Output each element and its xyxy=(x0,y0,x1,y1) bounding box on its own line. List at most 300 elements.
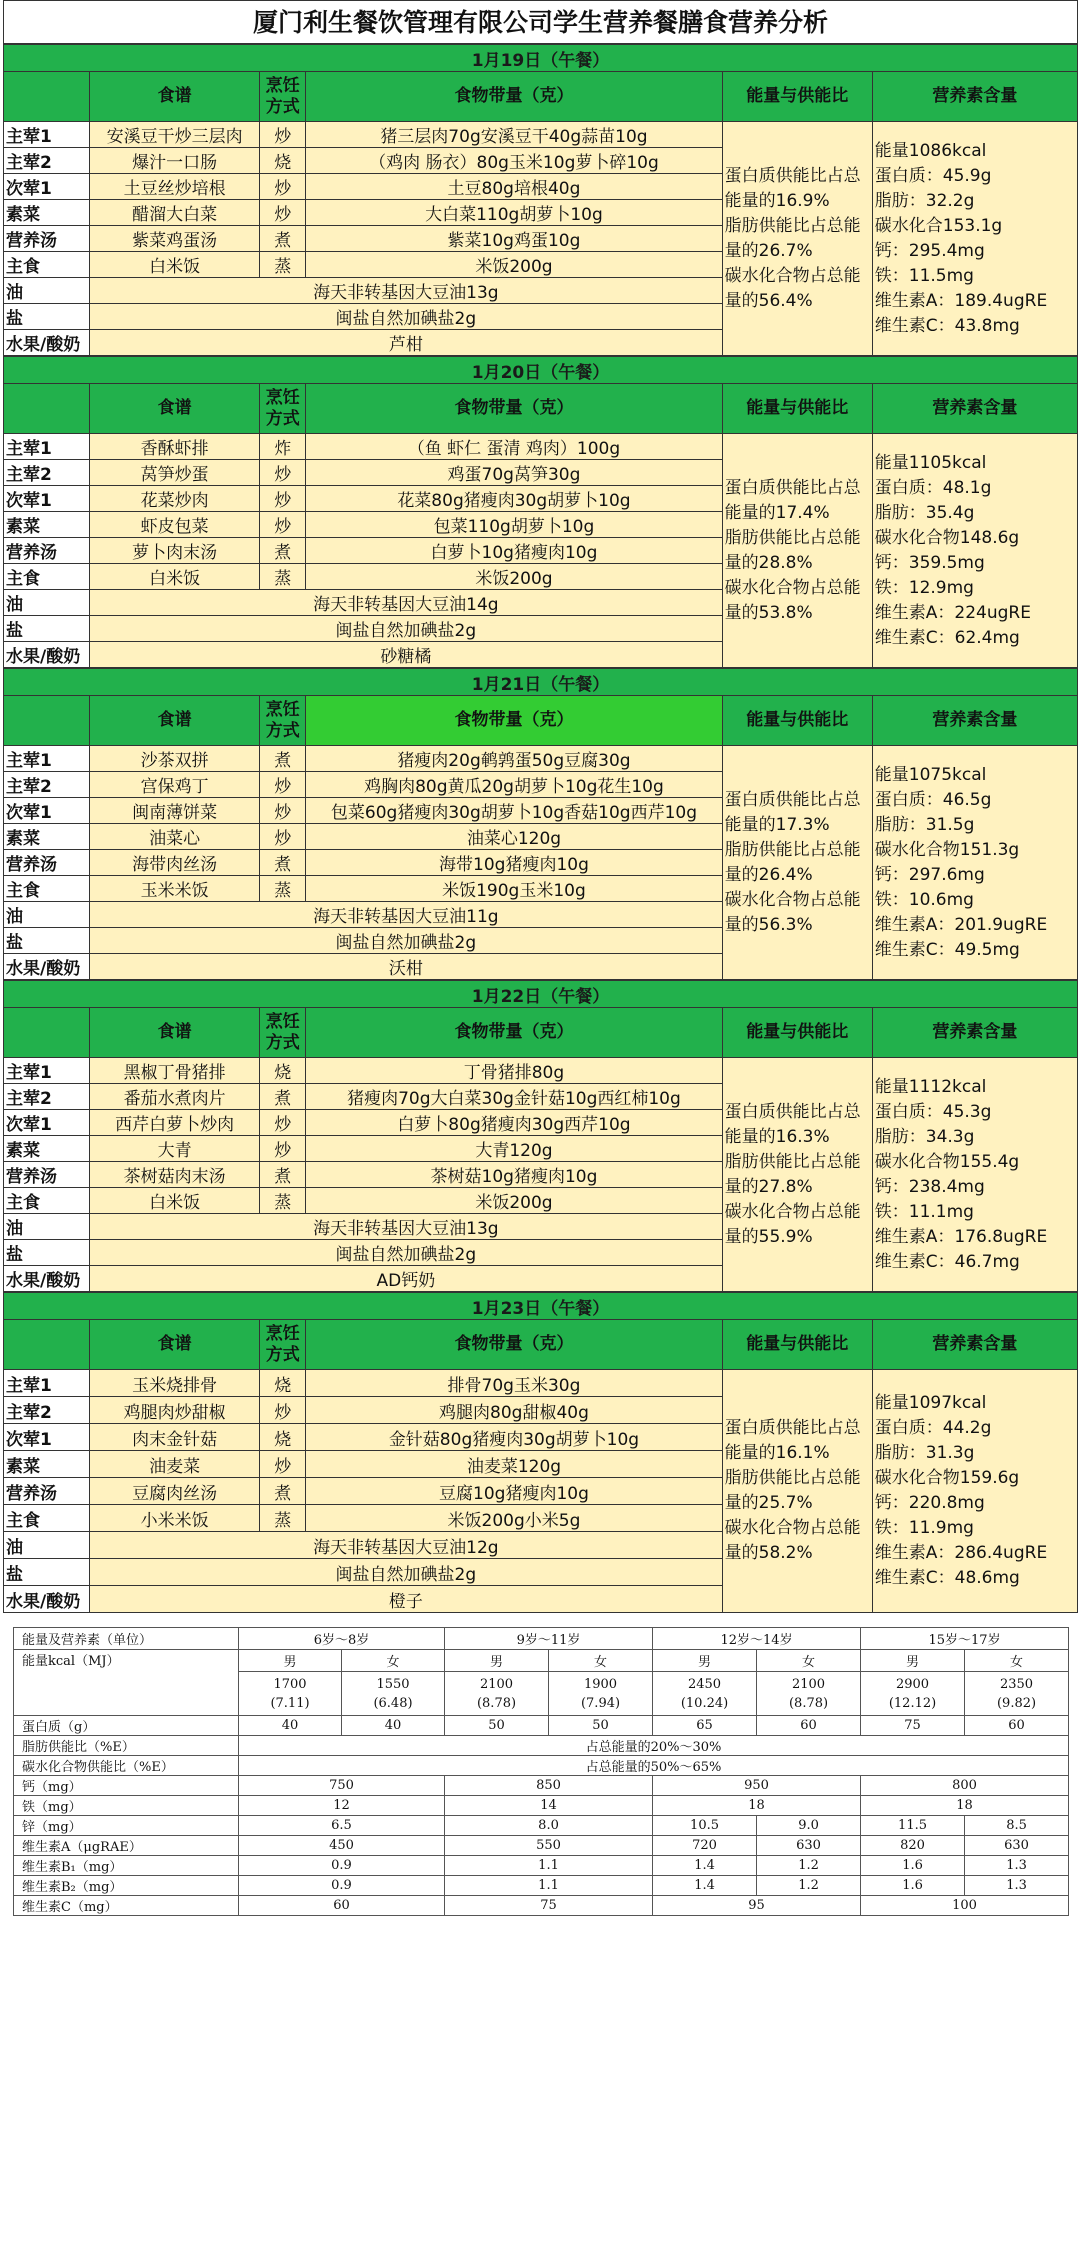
energy-ratio-line: 能量的16.9% xyxy=(724,190,830,211)
nutrient-line: 维生素C：43.8mg xyxy=(874,315,1020,336)
cooking-method: 炒 xyxy=(260,486,306,512)
energy-ratio-line: 能量的16.3% xyxy=(724,1126,830,1147)
nutrient-line: 铁：11.5mg xyxy=(874,265,974,286)
energy-ratio-line: 量的28.8% xyxy=(724,552,813,573)
dish-category: 主荤1 xyxy=(4,1370,90,1397)
energy-ratio-line: 能量的16.1% xyxy=(724,1443,830,1463)
nutrient-line: 铁：11.9mg xyxy=(874,1518,974,1538)
std-energy-value xyxy=(342,1672,445,1716)
std-vb2-label: 维生素B₂（mg） xyxy=(14,1876,239,1896)
std-zinc-value: 8.5 xyxy=(965,1816,1069,1836)
page-title: 厦门利生餐饮管理有限公司学生营养餐膳食营养分析 xyxy=(3,0,1078,44)
energy-ratio-line: 量的25.7% xyxy=(724,1493,813,1513)
cooking-method: 炒 xyxy=(260,824,306,850)
header-ingredients: 食物带量（克） xyxy=(306,1320,722,1370)
energy-mj: (8.78) xyxy=(476,1695,517,1711)
std-zinc-value: 10.5 xyxy=(653,1816,757,1836)
dish-name: 沙茶双拼 xyxy=(90,746,260,772)
dish-name: 莴笋炒蛋 xyxy=(90,460,260,486)
dish-ingredients: （鸡肉 肠衣）80g玉米10g萝卜碎10g xyxy=(306,148,722,174)
energy-ratio-line: 碳水化合物占总能 xyxy=(724,265,861,286)
nutrient-line: 碳水化合物159.6g xyxy=(874,1468,1020,1488)
cooking-method: 烧 xyxy=(260,148,306,174)
std-zinc-value: 9.0 xyxy=(757,1816,861,1836)
energy-ratio-line: 量的27.8% xyxy=(724,1176,813,1197)
fruit-label: 水果/酸奶 xyxy=(4,954,90,980)
oil-label: 油 xyxy=(4,1214,90,1240)
nutrient-line: 维生素C：46.7mg xyxy=(874,1251,1020,1272)
dish-name: 茶树菇肉末汤 xyxy=(90,1162,260,1188)
salt-value: 闽盐自然加碘盐2g xyxy=(90,928,723,954)
nutrient-line: 能量1097kcal xyxy=(874,1393,987,1413)
nutrient-line: 碳水化合物155.4g xyxy=(874,1151,1020,1172)
dish-ingredients: 猪三层肉70g安溪豆干40g蒜苗10g xyxy=(306,122,722,148)
header-recipe: 食谱 xyxy=(90,72,260,122)
dish-name: 油麦菜 xyxy=(90,1451,260,1478)
std-protein-label: 蛋白质（g） xyxy=(14,1716,239,1736)
nutrient-line: 铁：10.6mg xyxy=(874,889,974,910)
dish-category: 素菜 xyxy=(4,1451,90,1478)
cooking-method: 炒 xyxy=(260,200,306,226)
std-vb1-value: 1.3 xyxy=(965,1856,1069,1876)
header-nutrients: 营养素含量 xyxy=(872,1320,1077,1370)
energy-ratio-line: 蛋白质供能比占总 xyxy=(724,477,861,498)
nutrient-content-block xyxy=(872,746,1077,980)
energy-mj: (10.24) xyxy=(680,1695,729,1711)
dish-name: 白米饭 xyxy=(90,1188,260,1214)
dish-name: 油菜心 xyxy=(90,824,260,850)
std-sex: 女 xyxy=(342,1650,445,1672)
header-ingredients: 食物带量（克） xyxy=(306,384,722,434)
table-row xyxy=(14,1876,1069,1896)
cooking-method: 炒 xyxy=(260,798,306,824)
nutrient-content-block xyxy=(872,1370,1077,1613)
std-vb1-value: 1.2 xyxy=(757,1856,861,1876)
header-method: 烹饪方式 xyxy=(260,1320,306,1370)
energy-ratio-line: 脂肪供能比占总能 xyxy=(724,527,861,548)
cooking-method: 烧 xyxy=(260,1058,306,1084)
fruit-value: AD钙奶 xyxy=(90,1266,723,1292)
standard-table xyxy=(13,1627,1069,1916)
dish-ingredients: 茶树菇10g猪瘦肉10g xyxy=(306,1162,722,1188)
fruit-label: 水果/酸奶 xyxy=(4,642,90,668)
dish-name: 豆腐肉丝汤 xyxy=(90,1478,260,1505)
energy-ratio-line: 量的58.2% xyxy=(724,1543,813,1563)
std-age-group: 9岁～11岁 xyxy=(445,1628,653,1650)
cooking-method: 煮 xyxy=(260,1162,306,1188)
dish-name: 番茄水煮肉片 xyxy=(90,1084,260,1110)
oil-value: 海天非转基因大豆油13g xyxy=(90,278,723,304)
cooking-method: 蒸 xyxy=(260,876,306,902)
salt-value: 闽盐自然加碘盐2g xyxy=(90,304,723,330)
energy-ratio-line: 蛋白质供能比占总 xyxy=(724,1418,861,1438)
dish-ingredients: 米饭200g xyxy=(306,564,722,590)
nutrient-line: 脂肪：31.3g xyxy=(874,1443,975,1463)
dish-ingredients: 金针菇80g猪瘦肉30g胡萝卜10g xyxy=(306,1424,722,1451)
dish-ingredients: 鸡腿肉80g甜椒40g xyxy=(306,1397,722,1424)
energy-ratio-line: 脂肪供能比占总能 xyxy=(724,839,861,860)
energy-ratio-line: 量的26.7% xyxy=(724,240,813,261)
oil-label: 油 xyxy=(4,1532,90,1559)
nutrient-line: 维生素A：224ugRE xyxy=(874,602,1031,623)
energy-mj: (6.48) xyxy=(373,1695,413,1711)
dish-category: 主荤1 xyxy=(4,1058,90,1084)
std-energy-label: 能量kcal（MJ） xyxy=(14,1650,239,1716)
dish-category: 次荤1 xyxy=(4,1424,90,1451)
nutrient-line: 钙：359.5mg xyxy=(874,552,985,573)
std-energy-value xyxy=(861,1672,965,1716)
dish-category: 营养汤 xyxy=(4,850,90,876)
dish-ingredients: 白萝卜80g猪瘦肉30g西芹10g xyxy=(306,1110,722,1136)
dish-name: 大青 xyxy=(90,1136,260,1162)
nutrient-line: 脂肪：35.4g xyxy=(874,502,975,523)
nutrient-line: 维生素A：189.4ugRE xyxy=(874,290,1048,311)
table-row xyxy=(4,1058,1078,1084)
nutrient-line: 蛋白质：45.3g xyxy=(874,1101,992,1122)
nutrient-line: 钙：238.4mg xyxy=(874,1176,985,1197)
std-vb1-label: 维生素B₁（mg） xyxy=(14,1856,239,1876)
dish-ingredients: 大青120g xyxy=(306,1136,722,1162)
oil-label: 油 xyxy=(4,278,90,304)
table-row xyxy=(14,1628,1069,1650)
cooking-method: 炒 xyxy=(260,1136,306,1162)
salt-label: 盐 xyxy=(4,1240,90,1266)
std-vb2-value: 0.9 xyxy=(239,1876,445,1896)
energy-ratio-line: 碳水化合物占总能 xyxy=(724,1518,861,1538)
std-vita-value: 630 xyxy=(757,1836,861,1856)
table-row xyxy=(4,122,1078,148)
dish-ingredients: 米饭200g小米5g xyxy=(306,1505,722,1532)
nutrient-line: 蛋白质：44.2g xyxy=(874,1418,992,1438)
dish-name: 西芹白萝卜炒肉 xyxy=(90,1110,260,1136)
table-row xyxy=(14,1896,1069,1916)
std-vb1-value: 0.9 xyxy=(239,1856,445,1876)
std-vc-value: 100 xyxy=(861,1896,1069,1916)
fruit-value: 沃柑 xyxy=(90,954,723,980)
std-vita-value: 720 xyxy=(653,1836,757,1856)
dish-category: 主荤2 xyxy=(4,460,90,486)
dish-category: 主荤2 xyxy=(4,772,90,798)
dish-category: 主荤1 xyxy=(4,746,90,772)
std-fat-label: 脂肪供能比（%E） xyxy=(14,1736,239,1756)
header-energy-ratio: 能量与供能比 xyxy=(722,1008,872,1058)
header-nutrients: 营养素含量 xyxy=(872,696,1077,746)
cooking-method: 煮 xyxy=(260,1084,306,1110)
std-vb2-value: 1.3 xyxy=(965,1876,1069,1896)
dish-name: 宫保鸡丁 xyxy=(90,772,260,798)
std-energy-value xyxy=(965,1672,1069,1716)
dish-category: 素菜 xyxy=(4,512,90,538)
std-protein-value: 60 xyxy=(965,1716,1069,1736)
table-row xyxy=(14,1736,1069,1756)
std-zinc-value: 8.0 xyxy=(445,1816,653,1836)
std-iron-label: 铁（mg） xyxy=(14,1796,239,1816)
dish-category: 次荤1 xyxy=(4,174,90,200)
std-vc-value: 95 xyxy=(653,1896,861,1916)
day-date-header: 1月21日（午餐） xyxy=(4,669,1078,696)
std-vita-value: 630 xyxy=(965,1836,1069,1856)
energy-ratio-block xyxy=(722,1370,872,1613)
dish-ingredients: 包菜60g猪瘦肉30g胡萝卜10g香菇10g西芹10g xyxy=(306,798,722,824)
std-vb1-value: 1.1 xyxy=(445,1856,653,1876)
nutrient-content-block xyxy=(872,1058,1077,1292)
energy-ratio-block xyxy=(722,1058,872,1292)
day-date-header: 1月22日（午餐） xyxy=(4,981,1078,1008)
oil-label: 油 xyxy=(4,902,90,928)
nutrient-line: 碳水化合153.1g xyxy=(874,215,1003,236)
std-energy-value xyxy=(757,1672,861,1716)
dish-category: 营养汤 xyxy=(4,1162,90,1188)
day-table xyxy=(3,668,1078,980)
std-calcium-value: 750 xyxy=(239,1776,445,1796)
energy-mj: (12.12) xyxy=(888,1695,937,1711)
header-energy-ratio: 能量与供能比 xyxy=(722,1320,872,1370)
dish-ingredients: 丁骨猪排80g xyxy=(306,1058,722,1084)
energy-ratio-block xyxy=(722,434,872,668)
std-sex: 男 xyxy=(653,1650,757,1672)
std-vb1-value: 1.4 xyxy=(653,1856,757,1876)
std-vb2-value: 1.1 xyxy=(445,1876,653,1896)
dish-category: 主荤2 xyxy=(4,148,90,174)
std-protein-value: 50 xyxy=(549,1716,653,1736)
cooking-method: 炒 xyxy=(260,460,306,486)
energy-ratio-line: 碳水化合物占总能 xyxy=(724,577,861,598)
header-ingredients: 食物带量（克） xyxy=(306,1008,722,1058)
day-date-header: 1月19日（午餐） xyxy=(4,45,1078,72)
cooking-method: 煮 xyxy=(260,538,306,564)
dish-name: 黑椒丁骨猪排 xyxy=(90,1058,260,1084)
dish-ingredients: 鸡蛋70g莴笋30g xyxy=(306,460,722,486)
header-nutrients: 营养素含量 xyxy=(872,1008,1077,1058)
energy-mj: (7.11) xyxy=(270,1695,310,1711)
std-age-group: 6岁～8岁 xyxy=(239,1628,445,1650)
nutrient-line: 维生素C：49.5mg xyxy=(874,939,1020,960)
oil-label: 油 xyxy=(4,590,90,616)
energy-ratio-line: 量的56.3% xyxy=(724,914,813,935)
std-age-group: 15岁～17岁 xyxy=(861,1628,1069,1650)
dish-name: 肉末金针菇 xyxy=(90,1424,260,1451)
table-row xyxy=(14,1716,1069,1736)
energy-ratio-block xyxy=(722,122,872,356)
std-vita-value: 550 xyxy=(445,1836,653,1856)
header-method: 烹饪方式 xyxy=(260,72,306,122)
nutrient-line: 碳水化合物148.6g xyxy=(874,527,1020,548)
header-recipe: 食谱 xyxy=(90,384,260,434)
header-nutrients: 营养素含量 xyxy=(872,384,1077,434)
energy-kcal: 2350 xyxy=(999,1676,1034,1692)
dish-category: 主食 xyxy=(4,876,90,902)
cooking-method: 炒 xyxy=(260,122,306,148)
nutrient-line: 钙：297.6mg xyxy=(874,864,985,885)
energy-ratio-line: 蛋白质供能比占总 xyxy=(724,789,861,810)
energy-ratio-line: 碳水化合物占总能 xyxy=(724,1201,861,1222)
fruit-label: 水果/酸奶 xyxy=(4,1266,90,1292)
nutrient-content-block xyxy=(872,122,1077,356)
nutrition-standard xyxy=(0,1627,1080,1916)
nutrient-line: 维生素A：176.8ugRE xyxy=(874,1226,1048,1247)
std-iron-value: 12 xyxy=(239,1796,445,1816)
std-energy-value xyxy=(239,1672,342,1716)
nutrient-line: 维生素C：62.4mg xyxy=(874,627,1020,648)
nutrient-line: 蛋白质：46.5g xyxy=(874,789,992,810)
energy-kcal: 1700 xyxy=(273,1676,307,1692)
cooking-method: 炒 xyxy=(260,1451,306,1478)
fruit-value: 芦柑 xyxy=(90,330,723,356)
std-protein-value: 50 xyxy=(445,1716,549,1736)
std-item-header: 能量及营养素（单位） xyxy=(14,1628,239,1650)
dish-name: 玉米烧排骨 xyxy=(90,1370,260,1397)
table-row xyxy=(14,1856,1069,1876)
dish-category: 主荤2 xyxy=(4,1084,90,1110)
std-calcium-value: 950 xyxy=(653,1776,861,1796)
std-calcium-value: 850 xyxy=(445,1776,653,1796)
dish-ingredients: （鱼 虾仁 蛋清 鸡肉）100g xyxy=(306,434,722,460)
energy-ratio-line: 蛋白质供能比占总 xyxy=(724,1101,861,1122)
dish-ingredients: 油菜心120g xyxy=(306,824,722,850)
cooking-method: 蒸 xyxy=(260,1188,306,1214)
salt-label: 盐 xyxy=(4,616,90,642)
cooking-method: 煮 xyxy=(260,746,306,772)
header-ingredients: 食物带量（克） xyxy=(306,696,722,746)
energy-ratio-line: 脂肪供能比占总能 xyxy=(724,215,861,236)
energy-ratio-block xyxy=(722,746,872,980)
std-vc-value: 75 xyxy=(445,1896,653,1916)
nutrient-line: 钙：295.4mg xyxy=(874,240,985,261)
energy-ratio-line: 能量的17.4% xyxy=(724,502,830,523)
oil-value: 海天非转基因大豆油11g xyxy=(90,902,723,928)
dish-category: 主食 xyxy=(4,564,90,590)
dish-ingredients: 猪瘦肉70g大白菜30g金针菇10g西红柿10g xyxy=(306,1084,722,1110)
dish-ingredients: 鸡胸肉80g黄瓜20g胡萝卜10g花生10g xyxy=(306,772,722,798)
std-energy-value xyxy=(549,1672,653,1716)
energy-mj: (8.78) xyxy=(788,1695,829,1711)
energy-ratio-line: 能量的17.3% xyxy=(724,814,830,835)
oil-value: 海天非转基因大豆油12g xyxy=(90,1532,723,1559)
dish-name: 海带肉丝汤 xyxy=(90,850,260,876)
table-row xyxy=(14,1756,1069,1776)
dish-name: 闽南薄饼菜 xyxy=(90,798,260,824)
cooking-method: 蒸 xyxy=(260,564,306,590)
day-table xyxy=(3,44,1078,356)
energy-ratio-line: 脂肪供能比占总能 xyxy=(724,1468,861,1488)
std-protein-value: 40 xyxy=(342,1716,445,1736)
day-date-header: 1月23日（午餐） xyxy=(4,1293,1078,1320)
energy-kcal: 2100 xyxy=(479,1676,514,1692)
header-blank xyxy=(4,1320,90,1370)
header-energy-ratio: 能量与供能比 xyxy=(722,696,872,746)
dish-ingredients: 白萝卜10g猪瘦肉10g xyxy=(306,538,722,564)
dish-ingredients: 海带10g猪瘦肉10g xyxy=(306,850,722,876)
energy-kcal: 2100 xyxy=(791,1676,826,1692)
nutrient-line: 能量1086kcal xyxy=(874,140,987,161)
nutrient-line: 脂肪：32.2g xyxy=(874,190,975,211)
dish-name: 醋溜大白菜 xyxy=(90,200,260,226)
energy-ratio-line: 量的55.9% xyxy=(724,1226,813,1247)
dish-ingredients: 土豆80g培根40g xyxy=(306,174,722,200)
dish-ingredients: 豆腐10g猪瘦肉10g xyxy=(306,1478,722,1505)
salt-value: 闽盐自然加碘盐2g xyxy=(90,616,723,642)
table-row xyxy=(14,1836,1069,1856)
dish-name: 白米饭 xyxy=(90,252,260,278)
header-blank xyxy=(4,1008,90,1058)
std-vc-value: 60 xyxy=(239,1896,445,1916)
header-method: 烹饪方式 xyxy=(260,1008,306,1058)
std-fat-value: 占总能量的20%～30% xyxy=(239,1736,1069,1756)
nutrient-line: 蛋白质：48.1g xyxy=(874,477,992,498)
cooking-method: 炒 xyxy=(260,512,306,538)
day-table xyxy=(3,356,1078,668)
dish-name: 玉米米饭 xyxy=(90,876,260,902)
energy-mj: (7.94) xyxy=(580,1695,621,1711)
cooking-method: 炒 xyxy=(260,1110,306,1136)
table-row xyxy=(4,746,1078,772)
header-blank xyxy=(4,384,90,434)
dish-category: 主荤1 xyxy=(4,122,90,148)
std-protein-value: 75 xyxy=(861,1716,965,1736)
header-nutrients: 营养素含量 xyxy=(872,72,1077,122)
dish-name: 土豆丝炒培根 xyxy=(90,174,260,200)
std-energy-value xyxy=(445,1672,549,1716)
salt-label: 盐 xyxy=(4,928,90,954)
header-energy-ratio: 能量与供能比 xyxy=(722,384,872,434)
fruit-label: 水果/酸奶 xyxy=(4,1586,90,1613)
std-protein-value: 65 xyxy=(653,1716,757,1736)
energy-kcal: 1900 xyxy=(583,1676,618,1692)
nutrient-line: 脂肪：31.5g xyxy=(874,814,975,835)
std-vb2-value: 1.2 xyxy=(757,1876,861,1896)
table-row xyxy=(14,1650,1069,1672)
header-ingredients: 食物带量（克） xyxy=(306,72,722,122)
dish-category: 素菜 xyxy=(4,1136,90,1162)
std-vita-value: 820 xyxy=(861,1836,965,1856)
std-vb1-value: 1.6 xyxy=(861,1856,965,1876)
nutrient-line: 维生素A：201.9ugRE xyxy=(874,914,1048,935)
dish-ingredients: 油麦菜120g xyxy=(306,1451,722,1478)
std-calcium-value: 800 xyxy=(861,1776,1069,1796)
std-iron-value: 18 xyxy=(861,1796,1069,1816)
dish-ingredients: 花菜80g猪瘦肉30g胡萝卜10g xyxy=(306,486,722,512)
dish-ingredients: 米饭190g玉米10g xyxy=(306,876,722,902)
cooking-method: 炸 xyxy=(260,434,306,460)
std-vita-label: 维生素A（μgRAE） xyxy=(14,1836,239,1856)
dish-name: 鸡腿肉炒甜椒 xyxy=(90,1397,260,1424)
cooking-method: 蒸 xyxy=(260,1505,306,1532)
energy-kcal: 2450 xyxy=(687,1676,722,1692)
cooking-method: 炒 xyxy=(260,1397,306,1424)
table-row xyxy=(14,1816,1069,1836)
nutrient-line: 维生素C：48.6mg xyxy=(874,1568,1020,1588)
nutrient-line: 能量1112kcal xyxy=(874,1076,987,1097)
cooking-method: 烧 xyxy=(260,1370,306,1397)
header-recipe: 食谱 xyxy=(90,1008,260,1058)
nutrient-line: 能量1105kcal xyxy=(874,452,987,473)
nutrient-content-block xyxy=(872,434,1077,668)
std-carb-value: 占总能量的50%～65% xyxy=(239,1756,1069,1776)
dish-name: 紫菜鸡蛋汤 xyxy=(90,226,260,252)
dish-category: 主荤1 xyxy=(4,434,90,460)
energy-mj: (9.82) xyxy=(996,1695,1037,1711)
std-carb-label: 碳水化合物供能比（%E） xyxy=(14,1756,239,1776)
table-row xyxy=(4,434,1078,460)
cooking-method: 煮 xyxy=(260,226,306,252)
std-vita-value: 450 xyxy=(239,1836,445,1856)
dish-name: 花菜炒肉 xyxy=(90,486,260,512)
day-table xyxy=(3,1292,1078,1613)
std-sex: 女 xyxy=(757,1650,861,1672)
dish-name: 香酥虾排 xyxy=(90,434,260,460)
header-method: 烹饪方式 xyxy=(260,384,306,434)
dish-category: 主荤2 xyxy=(4,1397,90,1424)
